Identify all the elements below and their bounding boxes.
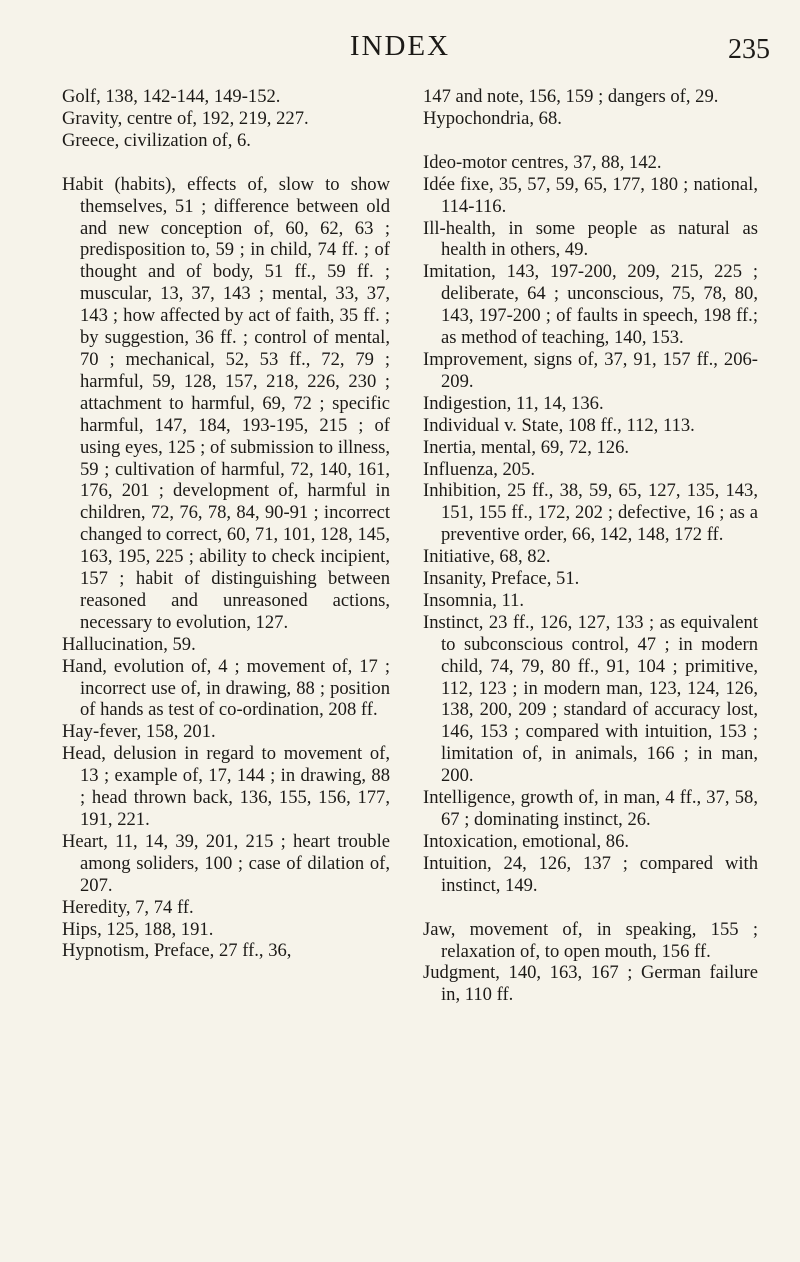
- index-entry: Initiative, 68, 82.: [423, 546, 551, 568]
- index-entry: Head, delusion in regard to movement of, 13 ; example of, 17, 144 ; in drawing, 88 ; head thrown back, 136, 155, 156, 177, 191, 221.: [62, 743, 390, 830]
- index-entry: Ill-health, in some people as natural as health in others, 49.: [423, 217, 758, 261]
- index-entry: Idée fixe, 35, 57, 59, 65, 177, 180 ; national, 114-116.: [423, 173, 758, 217]
- index-entry: Indigestion, 11, 14, 136.: [423, 392, 604, 414]
- index-entry: Golf, 138, 142-144, 149-152.: [62, 86, 281, 107]
- section-gap: [62, 152, 390, 174]
- index-entry: Hand, evolution of, 4 ; movement of, 17 ; incorrect use of, in drawing, 88 ; position of hands as test of co-ordination, 208 ff.: [62, 655, 390, 721]
- index-entry: 147 and note, 156, 159 ; dangers of, 29.: [423, 86, 719, 107]
- index-entry: Judgment, 140, 163, 167 ; German failure in, 110 ff.: [423, 962, 758, 1006]
- index-entry: Jaw, movement of, in speaking, 155 ; relaxation of, to open mouth, 156 ff.: [423, 918, 758, 962]
- index-entry: Inhibition, 25 ff., 38, 59, 65, 127, 135, 143, 151, 155 ff., 172, 202 ; defective, 16 ; as a preventive order, 66, 142, 148, 172 ff.: [423, 480, 758, 546]
- index-entry: Intelligence, growth of, in man, 4 ff., 37, 58, 67 ; dominating instinct, 26.: [423, 787, 758, 830]
- index-entry: Influenza, 205.: [423, 458, 536, 480]
- index-entry: Hips, 125, 188, 191.: [62, 918, 214, 940]
- index-entry: Hay-fever, 158, 201.: [62, 721, 216, 743]
- index-entry: Inertia, mental, 69, 72, 126.: [423, 436, 630, 458]
- index-entry: Insanity, Preface, 51.: [423, 568, 580, 590]
- index-entry: Hypnotism, Preface, 27 ff., 36,: [62, 940, 292, 962]
- index-entry: Instinct, 23 ff., 126, 127, 133 ; as equivalent to subconscious control, 47 ; in modern child, 74, 79, 80 ff., 91, 104 ; primitive, 112, 123 ; in modern man, 123, 124, 126, 138, 200, 209 ; standard of accuracy lost, 146, 153 ; compared with intuition, 153 ; limitation of, in animals, 166 ; in man, 200.: [423, 611, 758, 787]
- index-entry: Heart, 11, 14, 39, 201, 215 ; heart trouble among soliders, 100 ; case of dilation of, 207.: [62, 830, 390, 896]
- index-entry: Individual v. State, 108 ff., 112, 113.: [423, 414, 695, 436]
- index-column-left: [62, 86, 390, 962]
- index-entry: Greece, civilization of, 6.: [62, 129, 251, 151]
- index-entry: Habit (habits), effects of, slow to show themselves, 51 ; difference between old and new conception of, 60, 62, 63 ; predisposition to, 59 ; in child, 74 ff. ; of thought and of body, 51 ff., 59 ff. ; muscular, 13, 37, 143 ; mental, 33, 37, 143 ; how affected by act of faith, 35 ff. ; by suggestion, 36 ff. ; control of mental, 70 ; mechanical, 52, 53 ff., 72, 79 ; harmful, 59, 128, 157, 218, 226, 230 ; attachment to harmful, 69, 72 ; specific harmful, 147, 184, 193-195, 215 ; of using eyes, 125 ; of submission to illness, 59 ; cultivation of harmful, 72, 140, 161, 176, 201 ; development of, harmful in children, 72, 76, 78, 84, 90-91 ; incorrect changed to correct, 60, 71, 101, 128, 145, 163, 195, 225 ; ability to check incipient, 157 ; habit of distinguishing between reasoned and unreasoned actions, necessary to evolution, 127.: [62, 173, 390, 633]
- index-entry: Ideo-motor centres, 37, 88, 142.: [423, 151, 662, 173]
- index-entry: Intuition, 24, 126, 137 ; compared with instinct, 149.: [423, 852, 758, 896]
- section-gap: [423, 897, 758, 919]
- index-entry: Gravity, centre of, 192, 219, 227.: [62, 107, 309, 129]
- index-entry: Hallucination, 59.: [62, 633, 196, 655]
- index-entry: Insomnia, 11.: [423, 589, 525, 611]
- index-entry: Heredity, 7, 74 ff.: [62, 896, 194, 918]
- index-column-right: [423, 86, 758, 1006]
- index-entry: Hypochondria, 68.: [423, 107, 562, 129]
- index-entry: Imitation, 143, 197-200, 209, 215, 225 ; deliberate, 64 ; unconscious, 75, 78, 80, 143, 197-200 ; of faults in speech, 198 ff.; as method of teaching, 140, 153.: [423, 261, 758, 349]
- index-entry: Improvement, signs of, 37, 91, 157 ff., 206-209.: [423, 348, 758, 392]
- section-gap: [423, 130, 758, 152]
- page-header: [0, 30, 800, 74]
- page-title: INDEX: [349, 30, 451, 62]
- index-entry: Intoxication, emotional, 86.: [423, 830, 630, 852]
- page-number: 235: [728, 34, 770, 65]
